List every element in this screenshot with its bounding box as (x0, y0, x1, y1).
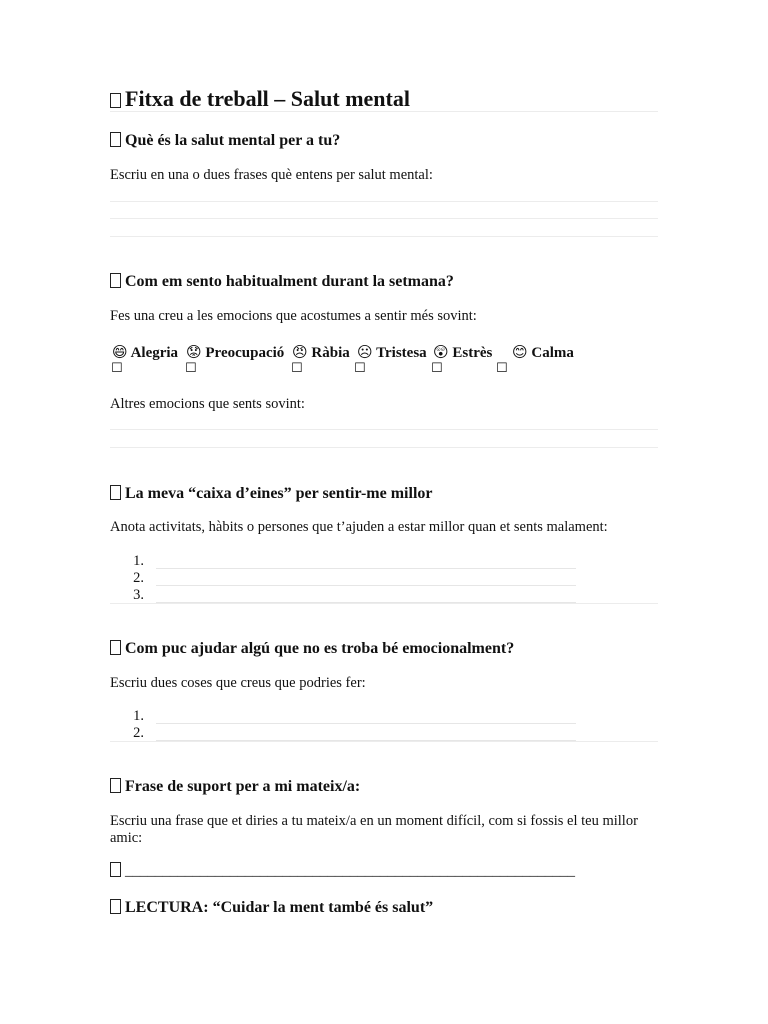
section-1-instruction-block (110, 167, 658, 184)
smiling-face-icon: 😊 (512, 343, 528, 361)
section-1-heading: Què és la salut mental per a tu? (125, 132, 341, 149)
list-item: 1. (110, 553, 658, 570)
emotion-estres: 😲 Estrès (433, 343, 493, 361)
emotion-preocupacio: 😟 Preocupació (186, 343, 285, 361)
checkbox-calma[interactable]: ☐ (496, 361, 508, 376)
emotion-tristesa: ☹ Tristesa (357, 343, 427, 361)
missing-glyph-icon (110, 862, 121, 877)
help-list (110, 708, 658, 742)
grinning-face-icon: 😄 (112, 343, 128, 361)
emotion-rabia: 😠 Ràbia (292, 343, 350, 361)
answer-line[interactable] (110, 236, 658, 237)
list-item: 2. (110, 570, 658, 587)
other-emotions-block (110, 396, 658, 413)
section-3-heading: La meva “caixa d’eines” per sentir-me millor (125, 485, 433, 502)
missing-glyph-icon (110, 899, 121, 914)
section-5-heading-block (110, 777, 360, 797)
answer-line[interactable] (110, 201, 658, 202)
divider (110, 603, 658, 604)
section-1-instruction: Escriu en una o dues frases què entens per salut mental: (110, 167, 433, 183)
missing-glyph-icon (110, 778, 121, 793)
divider (110, 741, 658, 742)
frowning-face-icon: ☹ (357, 343, 373, 361)
section-5-heading: Frase de suport per a mi mateix/a: (125, 778, 361, 795)
section-4-heading: Com puc ajudar algú que no es troba bé emocionalment? (125, 640, 515, 657)
divider (110, 111, 658, 112)
page-title: Fitxa de treball – Salut mental (125, 86, 410, 111)
page-title-block (110, 86, 658, 112)
list-item: 3. (110, 587, 658, 604)
answer-line[interactable] (156, 723, 576, 724)
missing-glyph-icon (110, 485, 121, 500)
section-2-instruction: Fes una creu a les emocions que acostumes a sentir més sovint: (110, 308, 477, 324)
section-3-instruction-block (110, 519, 658, 536)
answer-line[interactable] (156, 585, 576, 586)
section-4-instruction-block (110, 675, 658, 692)
missing-glyph-icon (110, 273, 121, 288)
checkbox-alegria[interactable]: ☐ (111, 361, 123, 376)
worried-face-icon: 😟 (186, 343, 202, 361)
checkbox-preocupacio[interactable]: ☐ (185, 361, 197, 376)
other-emotions-prompt: Altres emocions que sents sovint: (110, 396, 305, 412)
checkbox-estres[interactable]: ☐ (431, 361, 443, 376)
support-phrase-line: ____________________________________________________________ (125, 863, 575, 879)
toolbox-list (110, 553, 658, 604)
section-3-heading-block (110, 484, 433, 504)
list-item: 1. (110, 708, 658, 725)
answer-line[interactable] (110, 447, 658, 448)
answer-line[interactable] (110, 429, 658, 430)
missing-glyph-icon (110, 132, 121, 147)
section-6-heading-block (110, 898, 433, 918)
emotion-checkboxes-row (111, 361, 657, 379)
section-5-instruction-block (110, 813, 650, 847)
section-2-instruction-block (110, 308, 658, 325)
answer-line[interactable] (110, 218, 658, 219)
section-6-heading: LECTURA: “Cuidar la ment també és salut” (125, 899, 434, 916)
section-4-heading-block (110, 639, 514, 659)
missing-glyph-icon (110, 640, 121, 655)
section-5-instruction: Escriu una frase que et diries a tu mateix/a en un moment difícil, com si fossis el teu millor amic: (110, 813, 638, 846)
section-4-instruction: Escriu dues coses que creus que podries fer: (110, 675, 366, 691)
angry-face-icon: 😠 (292, 343, 308, 361)
section-3-instruction: Anota activitats, hàbits o persones que t’ajuden a estar millor quan et sents malament: (110, 519, 608, 535)
missing-glyph-icon (110, 93, 121, 108)
emotion-labels-row (112, 343, 658, 361)
section-2-heading: Com em sento habitualment durant la setmana? (125, 273, 454, 290)
checkbox-tristesa[interactable]: ☐ (354, 361, 366, 376)
support-phrase-answer[interactable] (110, 862, 658, 880)
checkbox-rabia[interactable]: ☐ (291, 361, 303, 376)
emotion-calma: 😊 Calma (512, 343, 574, 361)
astonished-face-icon: 😲 (433, 343, 449, 361)
section-2-heading-block (110, 272, 454, 292)
section-1-heading-block (110, 131, 340, 151)
list-item: 2. (110, 725, 658, 742)
emotion-alegria: 😄 Alegria (112, 343, 179, 361)
answer-line[interactable] (156, 568, 576, 569)
